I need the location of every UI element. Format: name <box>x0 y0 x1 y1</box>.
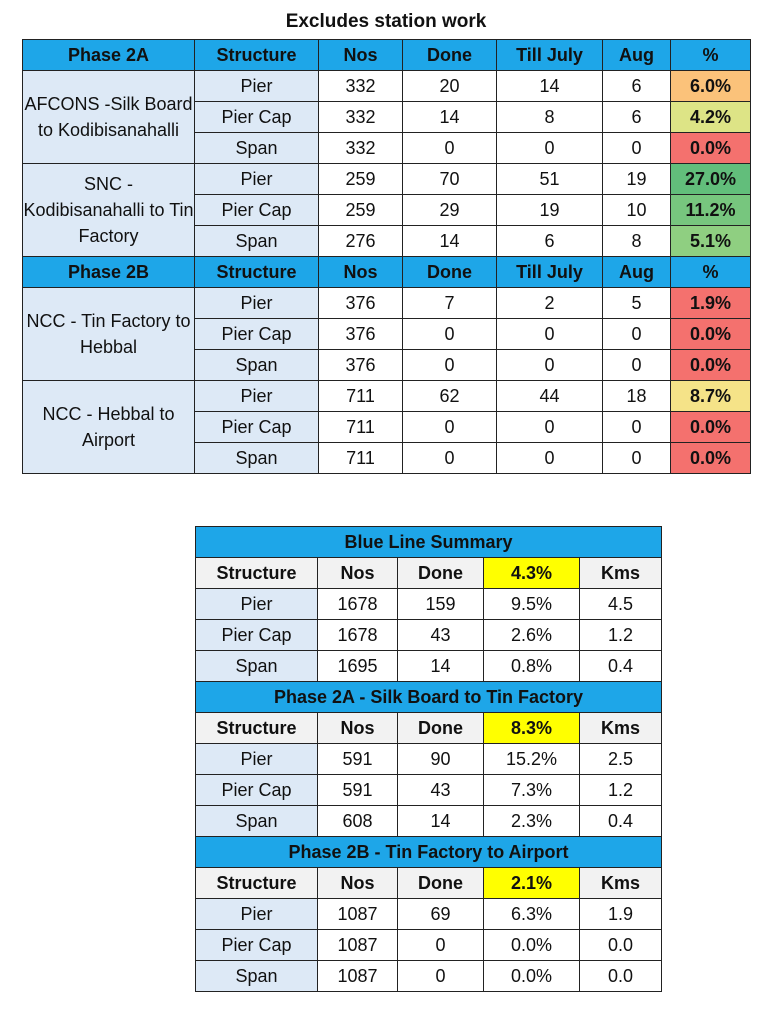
structure-cell: Span <box>195 226 319 257</box>
percent-cell: 0.0% <box>484 961 580 992</box>
kms-cell: 1.9 <box>580 899 662 930</box>
nos-cell: 376 <box>319 288 403 319</box>
structure-cell: Span <box>195 350 319 381</box>
kms-cell: 2.5 <box>580 744 662 775</box>
percent-cell: 5.1% <box>671 226 751 257</box>
done-header: Done <box>403 257 497 288</box>
structure-cell: Pier Cap <box>196 620 318 651</box>
structure-cell: Pier <box>195 71 319 102</box>
table-row <box>196 620 662 651</box>
nos-cell: 332 <box>319 71 403 102</box>
aug-cell: 0 <box>603 443 671 474</box>
aug-cell: 0 <box>603 412 671 443</box>
percent-cell: 11.2% <box>671 195 751 226</box>
kms-header: Kms <box>580 558 662 589</box>
summary-column-header-row <box>196 558 662 589</box>
aug-cell: 0 <box>603 350 671 381</box>
nos-cell: 711 <box>319 381 403 412</box>
phase-header: Phase 2A <box>23 40 195 71</box>
aug-header: Aug <box>603 40 671 71</box>
till-july-cell: 0 <box>497 443 603 474</box>
kms-cell: 0.0 <box>580 961 662 992</box>
kms-cell: 4.5 <box>580 589 662 620</box>
done-cell: 20 <box>403 71 497 102</box>
nos-cell: 332 <box>319 133 403 164</box>
table-row <box>196 651 662 682</box>
contractor-section-label: SNC - Kodibisanahalli to Tin Factory <box>23 164 195 257</box>
summary-title-row <box>196 527 662 558</box>
table-row <box>196 775 662 806</box>
percent-complete-header: 8.3% <box>484 713 580 744</box>
done-cell: 14 <box>403 102 497 133</box>
aug-cell: 0 <box>603 319 671 350</box>
percent-cell: 6.3% <box>484 899 580 930</box>
summary-title-row <box>196 682 662 713</box>
done-cell: 7 <box>403 288 497 319</box>
structure-cell: Pier Cap <box>196 930 318 961</box>
done-cell: 29 <box>403 195 497 226</box>
structure-cell: Pier Cap <box>195 102 319 133</box>
structure-cell: Span <box>196 806 318 837</box>
table-row <box>23 164 751 195</box>
summary-section-title: Blue Line Summary <box>196 527 662 558</box>
percent-cell: 2.6% <box>484 620 580 651</box>
aug-cell: 6 <box>603 102 671 133</box>
nos-cell: 259 <box>319 195 403 226</box>
aug-cell: 18 <box>603 381 671 412</box>
kms-cell: 1.2 <box>580 775 662 806</box>
nos-cell: 376 <box>319 319 403 350</box>
done-cell: 62 <box>403 381 497 412</box>
done-cell: 0 <box>403 319 497 350</box>
percent-cell: 15.2% <box>484 744 580 775</box>
till-july-cell: 8 <box>497 102 603 133</box>
nos-cell: 259 <box>319 164 403 195</box>
structure-cell: Span <box>195 443 319 474</box>
structure-cell: Pier <box>196 899 318 930</box>
summary-section-title: Phase 2B - Tin Factory to Airport <box>196 837 662 868</box>
percent-cell: 0.8% <box>484 651 580 682</box>
percent-cell: 27.0% <box>671 164 751 195</box>
done-cell: 0 <box>403 412 497 443</box>
kms-header: Kms <box>580 868 662 899</box>
till-july-cell: 0 <box>497 319 603 350</box>
done-cell: 0 <box>403 350 497 381</box>
table-row <box>23 71 751 102</box>
structure-header: Structure <box>195 257 319 288</box>
nos-cell: 1678 <box>318 620 398 651</box>
table-row <box>196 744 662 775</box>
nos-cell: 711 <box>319 412 403 443</box>
nos-cell: 1678 <box>318 589 398 620</box>
kms-cell: 0.4 <box>580 651 662 682</box>
structure-cell: Span <box>196 651 318 682</box>
till-july-cell: 44 <box>497 381 603 412</box>
till-july-cell: 0 <box>497 350 603 381</box>
nos-header: Nos <box>318 868 398 899</box>
percent-cell: 6.0% <box>671 71 751 102</box>
till-july-cell: 14 <box>497 71 603 102</box>
aug-cell: 10 <box>603 195 671 226</box>
done-cell: 0 <box>403 133 497 164</box>
done-cell: 14 <box>403 226 497 257</box>
percent-cell: 0.0% <box>671 133 751 164</box>
done-cell: 0 <box>398 930 484 961</box>
summary-column-header-row <box>196 713 662 744</box>
summary-title-row <box>196 837 662 868</box>
phase-progress-table <box>22 39 751 474</box>
percent-cell: 2.3% <box>484 806 580 837</box>
structure-cell: Pier Cap <box>195 319 319 350</box>
nos-cell: 1087 <box>318 961 398 992</box>
contractor-section-label: AFCONS -Silk Board to Kodibisanahalli <box>23 71 195 164</box>
done-header: Done <box>398 558 484 589</box>
structure-cell: Span <box>196 961 318 992</box>
till-july-cell: 0 <box>497 133 603 164</box>
nos-cell: 276 <box>319 226 403 257</box>
nos-cell: 608 <box>318 806 398 837</box>
percent-cell: 0.0% <box>671 443 751 474</box>
aug-header: Aug <box>603 257 671 288</box>
done-cell: 69 <box>398 899 484 930</box>
nos-cell: 1087 <box>318 899 398 930</box>
percent-cell: 0.0% <box>484 930 580 961</box>
done-cell: 90 <box>398 744 484 775</box>
structure-cell: Pier Cap <box>195 195 319 226</box>
till-july-header: Till July <box>497 257 603 288</box>
kms-cell: 1.2 <box>580 620 662 651</box>
percent-complete-header: 4.3% <box>484 558 580 589</box>
structure-header: Structure <box>196 558 318 589</box>
table-row <box>196 899 662 930</box>
till-july-cell: 19 <box>497 195 603 226</box>
nos-cell: 591 <box>318 775 398 806</box>
percent-cell: 8.7% <box>671 381 751 412</box>
aug-cell: 5 <box>603 288 671 319</box>
till-july-cell: 6 <box>497 226 603 257</box>
done-header: Done <box>398 868 484 899</box>
structure-header: Structure <box>196 868 318 899</box>
done-cell: 0 <box>403 443 497 474</box>
structure-cell: Pier <box>196 744 318 775</box>
kms-cell: 0.4 <box>580 806 662 837</box>
aug-cell: 19 <box>603 164 671 195</box>
structure-header: Structure <box>195 40 319 71</box>
table-row <box>196 930 662 961</box>
done-cell: 14 <box>398 651 484 682</box>
done-cell: 70 <box>403 164 497 195</box>
done-cell: 43 <box>398 620 484 651</box>
kms-cell: 0.0 <box>580 930 662 961</box>
done-cell: 14 <box>398 806 484 837</box>
nos-cell: 332 <box>319 102 403 133</box>
table-row <box>196 589 662 620</box>
phase-header-row <box>23 257 751 288</box>
structure-cell: Pier Cap <box>196 775 318 806</box>
structure-cell: Pier Cap <box>195 412 319 443</box>
nos-header: Nos <box>318 558 398 589</box>
percent-cell: 0.0% <box>671 350 751 381</box>
percent-cell: 0.0% <box>671 319 751 350</box>
nos-header: Nos <box>319 40 403 71</box>
percent-header: % <box>671 257 751 288</box>
kms-header: Kms <box>580 713 662 744</box>
nos-header: Nos <box>319 257 403 288</box>
table-row <box>23 381 751 412</box>
table-row <box>23 288 751 319</box>
percent-cell: 7.3% <box>484 775 580 806</box>
structure-cell: Pier <box>196 589 318 620</box>
nos-cell: 376 <box>319 350 403 381</box>
contractor-section-label: NCC - Hebbal to Airport <box>23 381 195 474</box>
structure-cell: Pier <box>195 288 319 319</box>
structure-cell: Pier <box>195 381 319 412</box>
summary-table <box>195 526 662 992</box>
summary-section-title: Phase 2A - Silk Board to Tin Factory <box>196 682 662 713</box>
nos-cell: 1087 <box>318 930 398 961</box>
nos-cell: 591 <box>318 744 398 775</box>
summary-column-header-row <box>196 868 662 899</box>
nos-cell: 711 <box>319 443 403 474</box>
contractor-section-label: NCC - Tin Factory to Hebbal <box>23 288 195 381</box>
nos-cell: 1695 <box>318 651 398 682</box>
till-july-cell: 2 <box>497 288 603 319</box>
percent-header: % <box>671 40 751 71</box>
table-row <box>196 806 662 837</box>
done-cell: 159 <box>398 589 484 620</box>
aug-cell: 6 <box>603 71 671 102</box>
nos-header: Nos <box>318 713 398 744</box>
done-cell: 0 <box>398 961 484 992</box>
done-cell: 43 <box>398 775 484 806</box>
percent-cell: 0.0% <box>671 412 751 443</box>
phase-header-row <box>23 40 751 71</box>
percent-cell: 1.9% <box>671 288 751 319</box>
done-header: Done <box>398 713 484 744</box>
till-july-cell: 51 <box>497 164 603 195</box>
percent-complete-header: 2.1% <box>484 868 580 899</box>
aug-cell: 0 <box>603 133 671 164</box>
structure-cell: Pier <box>195 164 319 195</box>
till-july-cell: 0 <box>497 412 603 443</box>
percent-cell: 9.5% <box>484 589 580 620</box>
aug-cell: 8 <box>603 226 671 257</box>
excludes-note: Excludes station work <box>285 11 487 32</box>
phase-header: Phase 2B <box>23 257 195 288</box>
till-july-header: Till July <box>497 40 603 71</box>
table-row <box>196 961 662 992</box>
done-header: Done <box>403 40 497 71</box>
structure-cell: Span <box>195 133 319 164</box>
structure-header: Structure <box>196 713 318 744</box>
percent-cell: 4.2% <box>671 102 751 133</box>
